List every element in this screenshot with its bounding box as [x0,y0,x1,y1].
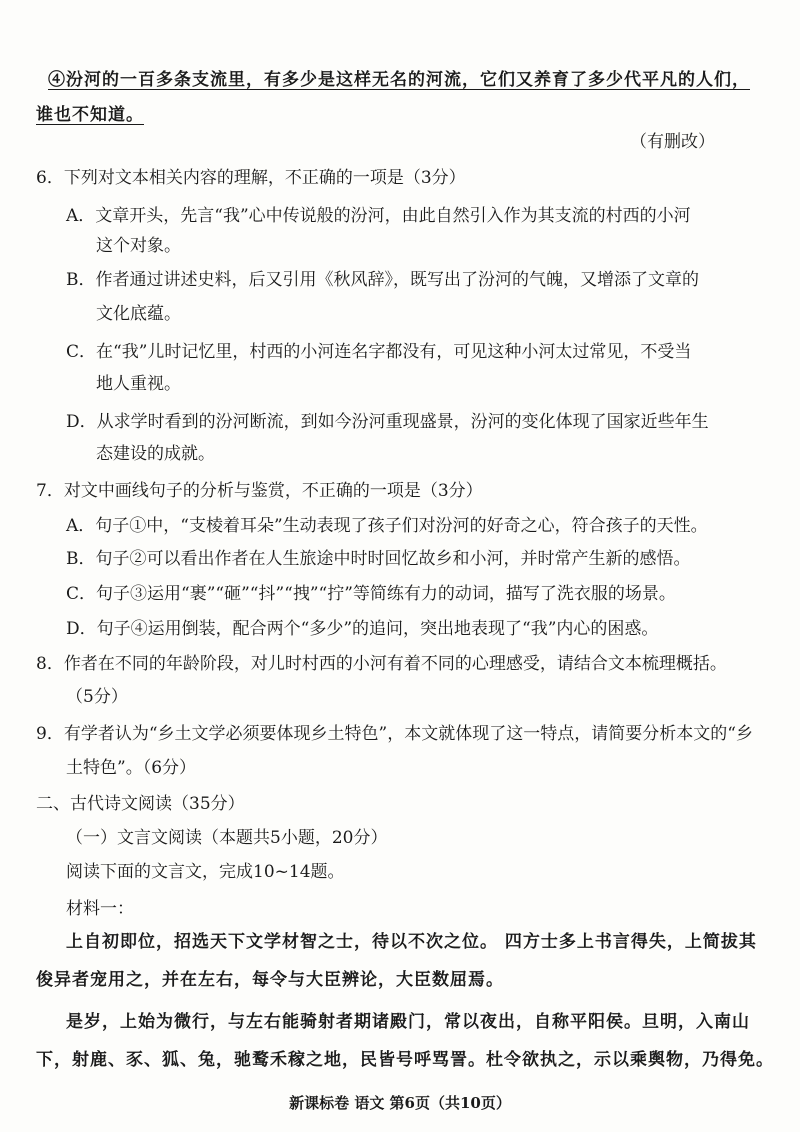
section-2-subtitle: （一）文言文阅读（本题共5小题，20分） [66,828,388,848]
revision-note: （有删改） [630,132,715,152]
classical-text-line-4: 下，射鹿、豕、狐、兔，驰鹜禾稼之地，民皆号呼骂詈。杜令欲执之，示以乘舆物，乃得免。 [36,1050,774,1070]
q7-option-b: B．句子②可以看出作者在人生旅途中时时回忆故乡和小河，并时常产生新的感悟。 [66,549,691,569]
question-8-line1: 8．作者在不同的年龄阶段，对儿时村西的小河有着不同的心理感受，请结合文本梳理概括。 [36,654,727,674]
classical-text-line-1: 上自初即位，招选天下文学材智之士，待以不次之位。 四方士多上书言得失，上简拔其 [66,932,757,952]
q7-option-a: A．句子①中，“支棱着耳朵”生动表现了孩子们对汾河的好奇之心，符合孩子的天性。 [66,516,708,536]
q6-option-a-line1: A．文章开头，先言“我”心中传说般的汾河，由此自然引入作为其支流的村西的小河 [66,206,691,226]
q7-option-d: D．句子④运用倒装，配合两个“多少”的追问，突出地表现了“我”内心的困惑。 [66,619,659,639]
q6-option-c-line2: 地人重视。 [96,374,181,394]
q6-option-b-line1: B．作者通过讲述史料，后又引用《秋风辞》，既写出了汾河的气魄，又增添了文章的 [66,270,699,290]
q6-option-b-line2: 文化底蕴。 [96,304,181,324]
question-7-stem: 7．对文中画线句子的分析与鉴赏，不正确的一项是（3分） [36,481,483,501]
page-footer: 新课标卷 语文 第6页（共10页） [289,1094,511,1112]
q6-option-c-line1: C．在“我”儿时记忆里，村西的小河连名字都没有，可见这种小河太过常见，不受当 [66,342,692,362]
passage-line-2: 谁也不知道。 [36,105,144,125]
passage-line-1: ④汾河的一百多条支流里，有多少是这样无名的河流，它们又养育了多少代平凡的人们， [48,70,750,90]
q6-option-d-line2: 态建设的成就。 [96,444,215,464]
question-6-stem: 6．下列对文本相关内容的理解，不正确的一项是（3分） [36,168,466,188]
question-9-line2: 土特色”。（6分） [66,758,197,778]
q6-option-a-line2: 这个对象。 [96,236,181,256]
section-2-title: 二、古代诗文阅读（35分） [36,794,245,814]
classical-text-line-3: 是岁，上始为微行，与左右能骑射者期诸殿门，常以夜出，自称平阳侯。旦明，入南山 [66,1012,750,1032]
question-8-line2: （5分） [66,687,128,707]
q7-option-c: C．句子③运用“裹”“砸”“抖”“拽”“拧”等简练有力的动词，描写了洗衣服的场景。 [66,584,676,604]
question-9-line1: 9．有学者认为“乡土文学必须要体现乡土特色”，本文就体现了这一特点，请简要分析本文的“乡 [36,724,753,744]
reading-instruction: 阅读下面的文言文，完成10~14题。 [66,862,345,882]
material-label: 材料一： [66,899,134,919]
classical-text-line-2: 俊异者宠用之，并在左右，每令与大臣辨论，大臣数屈焉。 [36,970,504,990]
q6-option-d-line1: D．从求学时看到的汾河断流，到如今汾河重现盛景，汾河的变化体现了国家近些年生 [66,412,709,432]
